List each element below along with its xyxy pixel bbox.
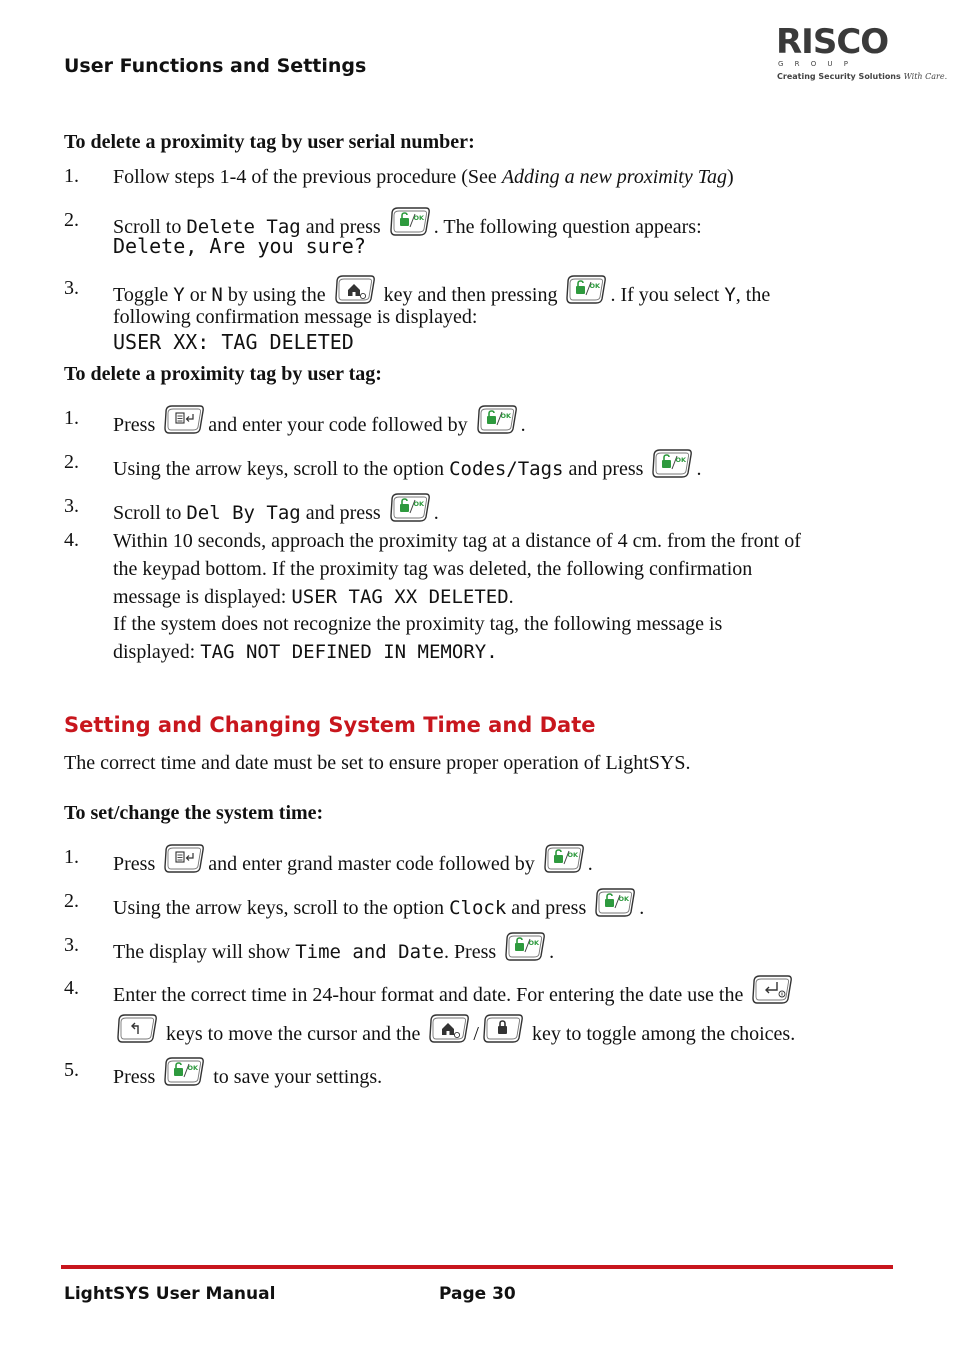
intro-paragraph: The correct time and date must be set to ensure proper operation of LightSYS. <box>64 752 691 774</box>
footer-page-number: Page 30 <box>439 1284 516 1304</box>
step-number: 1. <box>64 165 79 187</box>
logo-wordmark: RISCO <box>776 22 889 62</box>
step-text-line: following confirmation message is displayed: <box>113 306 478 328</box>
ok-key-icon <box>388 491 432 523</box>
step-text: Using the arrow keys, scroll to the option Clock and press OK . <box>113 886 644 922</box>
step-number: 2. <box>64 890 79 912</box>
heading-delete-by-tag: To delete a proximity tag by user tag: <box>64 363 382 385</box>
footer-manual-title: LightSYS User Manual <box>64 1284 276 1304</box>
step-text-line: displayed: TAG NOT DEFINED IN MEMORY. <box>113 641 498 663</box>
heading-delete-by-serial: To delete a proximity tag by user serial number: <box>64 131 475 153</box>
svg-text:OK: OK <box>528 939 540 947</box>
ok-key-icon <box>542 842 586 874</box>
home-key-icon <box>333 273 377 305</box>
step-text: Using the arrow keys, scroll to the option Codes/Tags and press OK . <box>113 447 701 483</box>
step-text: The display will show Time and Date. Press OK . <box>113 930 554 966</box>
back-arrow-key-icon <box>115 1012 159 1044</box>
logo-group: GROUP <box>778 60 860 68</box>
logo-tagline: Creating Security Solutions With Care. <box>777 72 948 81</box>
ok-key-icon <box>564 273 608 305</box>
svg-text:OK: OK <box>675 456 687 464</box>
step-text: Press and enter your code followed by OK . <box>113 403 526 439</box>
svg-text:OK: OK <box>589 282 601 290</box>
svg-text:OK: OK <box>187 1064 199 1072</box>
section-title: Setting and Changing System Time and Date <box>64 713 596 737</box>
step-text: Toggle Y or N by using the key and then pressing OK . If you select Y, the <box>113 273 770 309</box>
display-message: Delete, Are you sure? <box>113 234 366 258</box>
ok-key-icon <box>162 1055 206 1087</box>
step-text: Scroll to Delete Tag and press OK . The following question appears: <box>113 205 702 241</box>
step-text: Enter the correct time in 24-hour format and date. For entering the date use the <box>113 973 796 1009</box>
step-text-line: Within 10 seconds, approach the proximity tag at a distance of 4 cm. from the front of <box>113 530 801 552</box>
step-text-line: message is displayed: USER TAG XX DELETED. <box>113 586 514 608</box>
step-number: 5. <box>64 1059 79 1081</box>
step-number: 1. <box>64 846 79 868</box>
step-text-line: the keypad bottom. If the proximity tag was deleted, the following confirmation <box>113 558 753 580</box>
step-text: Scroll to Del By Tag and press OK . <box>113 491 439 527</box>
step-number: 1. <box>64 407 79 429</box>
page-header-title: User Functions and Settings <box>64 55 367 77</box>
step-number: 2. <box>64 451 79 473</box>
risco-logo <box>776 22 948 92</box>
svg-text:OK: OK <box>413 500 424 508</box>
step-text: Press OK to save your settings. <box>113 1055 382 1091</box>
svg-text:OK: OK <box>618 895 630 903</box>
ok-key-icon <box>388 205 432 237</box>
step-text: Press and enter grand master code followed by OK . <box>113 842 593 878</box>
lock-key-icon <box>481 1012 525 1044</box>
svg-text:OK: OK <box>500 412 511 420</box>
step-text-line: If the system does not recognize the proximity tag, the following message is <box>113 613 723 635</box>
heading-set-time: To set/change the system time: <box>64 802 324 824</box>
step-number: 3. <box>64 934 79 956</box>
reference-link: Adding a new proximity Tag <box>501 166 727 188</box>
footer-rule <box>61 1265 893 1269</box>
step-number: 3. <box>64 495 79 517</box>
display-message: USER XX: TAG DELETED <box>113 330 354 354</box>
svg-text:OK: OK <box>413 214 424 222</box>
step-number: 4. <box>64 977 79 999</box>
step-text: keys to move the cursor and the / key to toggle among the choices. <box>113 1012 795 1048</box>
step-number: 2. <box>64 209 79 231</box>
ok-key-icon <box>503 930 547 962</box>
svg-text:OK: OK <box>567 851 578 859</box>
step-number: 4. <box>64 529 79 551</box>
ok-key-icon <box>593 886 637 918</box>
home-key-icon <box>427 1012 471 1044</box>
menu-key-icon <box>162 842 206 874</box>
menu-key-icon <box>162 403 206 435</box>
enter-key-icon <box>750 973 794 1005</box>
ok-key-icon <box>475 403 519 435</box>
step-text: Follow steps 1-4 of the previous procedure (See Adding a new proximity Tag) <box>113 166 734 188</box>
ok-key-icon <box>650 447 694 479</box>
step-number: 3. <box>64 277 79 299</box>
